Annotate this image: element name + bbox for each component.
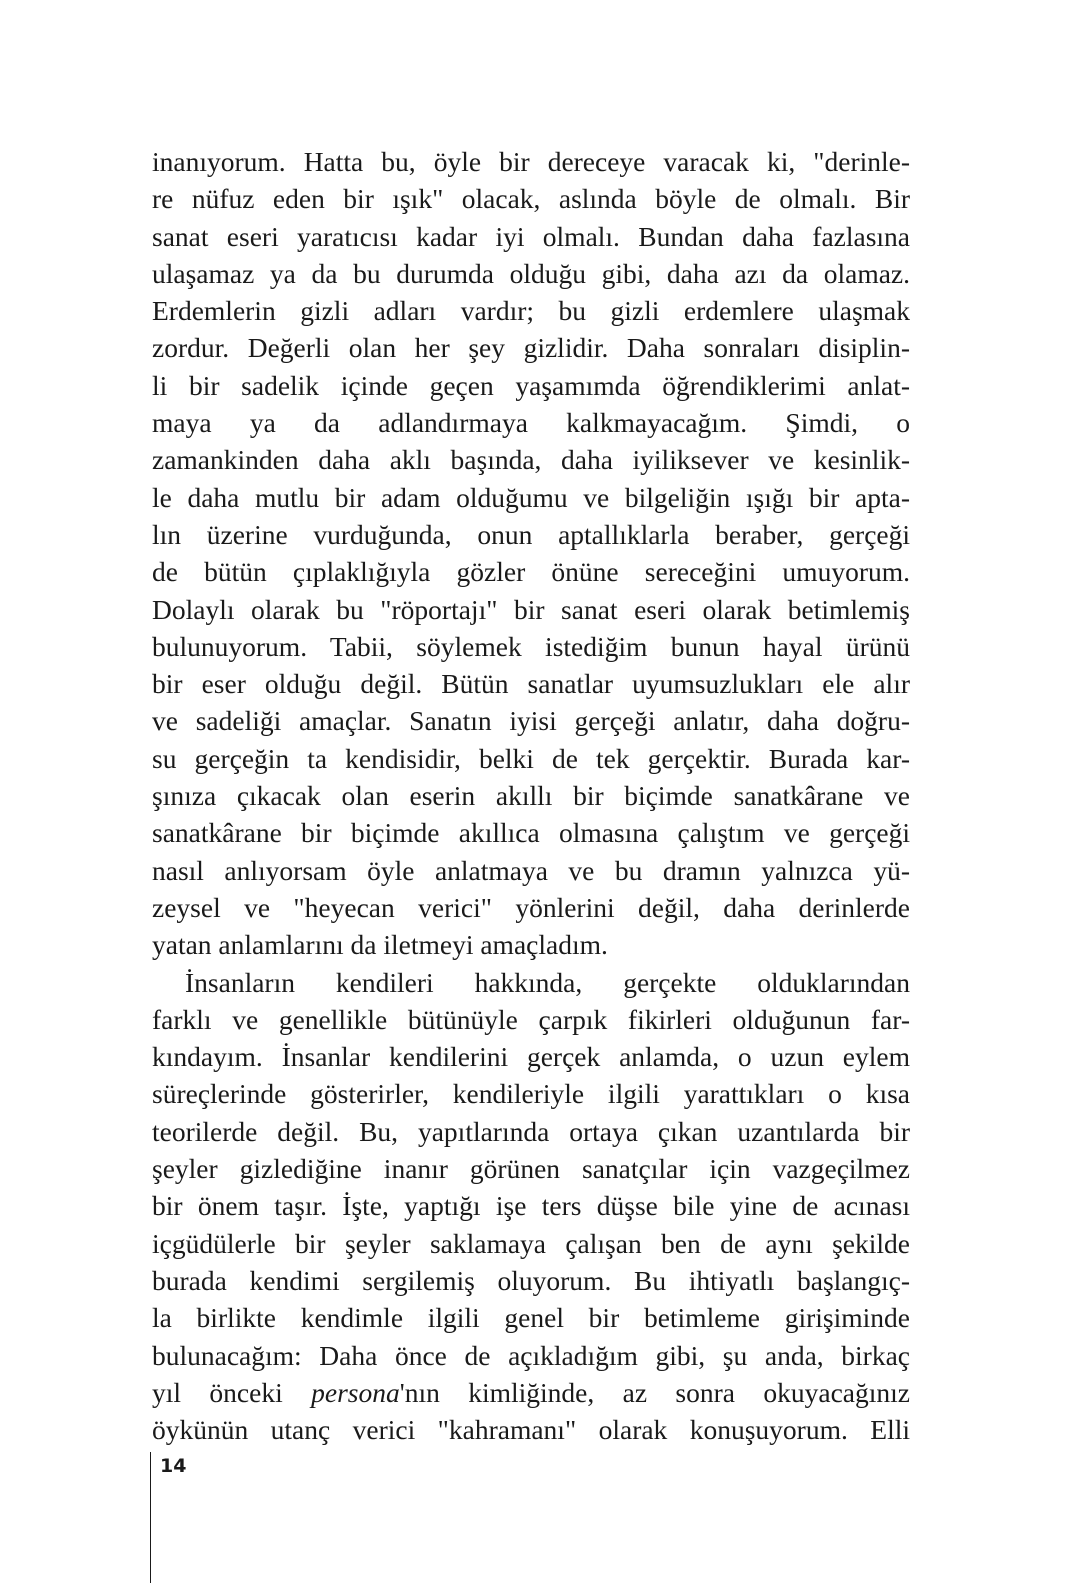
paragraph [152,143,910,964]
body-text [152,143,910,1448]
paragraph [152,964,910,1449]
page-number: 14 [160,1455,187,1477]
text-line: le daha mutlu bir adam olduğumu ve bilgeliğin ışığı bir apta- [152,481,910,513]
text-line: inanıyorum. Hatta bu, öyle bir dereceye varacak ki, "derinle- [152,146,910,177]
text-line: bulunuyorum. Tabii, söylemek istediğim bunun hayal ürünü [152,630,910,662]
text-line: teorilerde değil. Bu, yapıtlarında ortaya çıkan uzantılarda bir [152,1115,910,1147]
text-line: bir önem taşır. İşte, yaptığı işe ters düşse bile yine de acınası [152,1190,910,1222]
text-line: ulaşamaz ya da bu durumda olduğu gibi, daha azı da olamaz. [152,257,910,289]
text-line: zamankinden daha aklı başında, daha iyiliksever ve kesinlik- [152,444,910,476]
footer-rule [150,1452,151,1583]
text-line: farklı ve genellikle bütünüyle çarpık fikirleri olduğunun far- [152,1003,910,1035]
text-line: ve sadeliği amaçlar. Sanatın iyisi gerçeği anlatır, daha doğru- [152,705,910,737]
text-line: yatan anlamlarını da iletmeyi amaçladım. [152,929,608,961]
text-line: li bir sadelik içinde geçen yaşamımda öğrendiklerimi anlat- [152,369,910,401]
text-line: su gerçeğin ta kendisidir, belki de tek gerçektir. Burada kar- [152,742,910,774]
text-line: de bütün çıplaklığıyla gözler önüne sereceğini umuyorum. [152,556,910,588]
text-line: şeyler gizlediğine inanır görünen sanatçılar için vazgeçilmez [152,1153,910,1185]
text-line: kındayım. İnsanlar kendilerini gerçek anlamda, o uzun eylem [152,1041,910,1073]
text-line: Erdemlerin gizli adları vardır; bu gizli erdemlere ulaşmak [152,295,910,327]
text-line: sanat eseri yaratıcısı kadar iyi olmalı. Bundan daha fazlasına [152,220,910,252]
text-line: re nüfuz eden bir ışık" olacak, aslında böyle de olmalı. Bir [152,183,910,215]
text-line: bir eser olduğu değil. Bütün sanatlar uyumsuzlukları ele alır [152,668,910,700]
text-line: burada kendimi sergilemiş oluyorum. Bu ihtiyatlı başlangıç- [152,1264,910,1296]
text-line: öykünün utanç verici "kahramanı" olarak konuşuyorum. Elli [152,1414,910,1446]
text-line: zeysel ve "heyecan verici" yönlerini değil, daha derinlerde [152,891,910,923]
text-line: nasıl anlıyorsam öyle anlatmaya ve bu dramın yalnızca yü- [152,854,910,886]
text-line: İnsanların kendileri hakkında, gerçekte olduklarından [185,966,910,998]
text-line: la birlikte kendimle ilgili genel bir betimleme girişiminde [152,1302,910,1334]
text-line: içgüdülerle bir şeyler saklamaya çalışan ben de aynı şekilde [152,1227,910,1259]
text-line: maya ya da adlandırmaya kalkmayacağım. Şimdi, o [152,407,910,439]
text-line: Dolaylı olarak bu "röportajı" bir sanat eseri olarak betimlemiş [152,593,910,625]
text-line: şınıza çıkacak olan eserin akıllı bir biçimde sanatkârane ve [152,780,910,812]
text-line: sanatkârane bir biçimde akıllıca olmasına çalıştım ve gerçeği [152,817,910,849]
italic-term: persona [311,1376,400,1408]
text-line: bulunacağım: Daha önce de açıkladığım gibi, şu anda, birkaç [152,1339,910,1371]
text-line: lın üzerine vurduğunda, onun aptallıklarla beraber, gerçeği [152,518,910,550]
text-line: süreçlerinde gösterirler, kendileriyle ilgili yarattıkları o kısa [152,1078,910,1110]
text-line: zordur. Değerli olan her şey gizlidir. Daha sonraları disiplin- [152,332,910,364]
text-line: yıl önceki persona'nın kimliğinde, az sonra okuyacağınız [152,1376,910,1408]
